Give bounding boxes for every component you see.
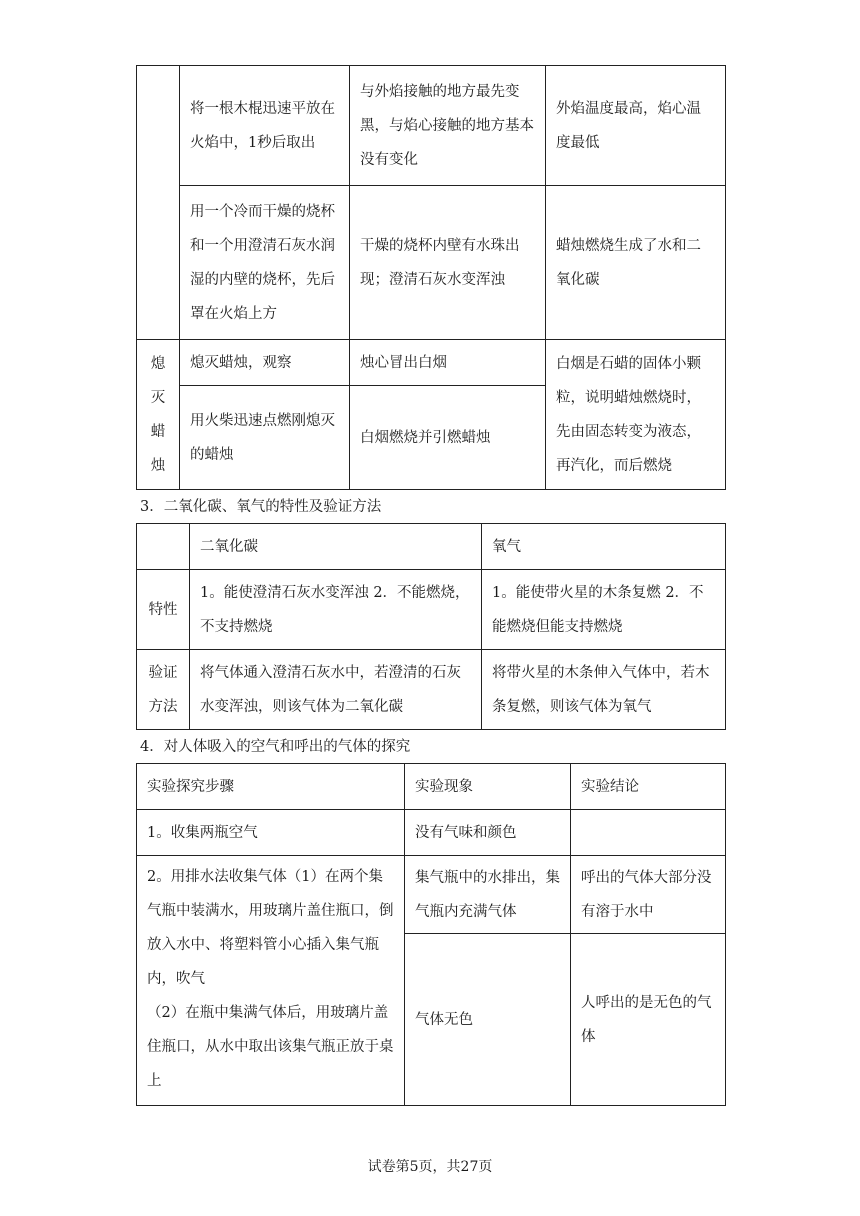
phenomenon-cell: 烛心冒出白烟: [350, 340, 546, 386]
header-cell: 二氧化碳: [190, 524, 482, 570]
co2-o2-table: [136, 523, 726, 730]
step-part-1: 2。用排水法收集气体（1）在两个集气瓶中装满水，用玻璃片盖住瓶口，倒放入水中、将塑料管小心插入集气瓶内，吹气: [147, 869, 394, 987]
label-char: 灭: [150, 389, 166, 406]
co2-cell: 1。能使澄清石灰水变浑浊 2．不能燃烧，不支持燃烧: [190, 570, 482, 650]
header-cell: 实验结论: [571, 764, 726, 810]
header-cell: 实验探究步骤: [137, 764, 405, 810]
page-footer: 试卷第5页，共27页: [367, 1159, 493, 1175]
co2-cell: 将气体通入澄清石灰水中，若澄清的石灰水变浑浊，则该气体为二氧化碳: [190, 650, 482, 730]
candle-experiment-table: [136, 65, 726, 490]
breath-experiment-table: [136, 763, 726, 1106]
o2-cell: 将带火星的木条伸入气体中，若木条复燃，则该气体为氧气: [482, 650, 726, 730]
phenomenon-cell: 没有气味和颜色: [405, 810, 571, 856]
empty-label-cell: [137, 66, 180, 340]
section-3-title: 3．二氧化碳、氧气的特性及验证方法: [140, 499, 382, 515]
conclusion-cell: 人呼出的是无色的气体: [571, 934, 726, 1106]
phenomenon-cell: 白烟燃烧并引燃蜡烛: [350, 386, 546, 490]
step-cell: 用一个冷而干燥的烧杯和一个用澄清石灰水润湿的内壁的烧杯，先后罩在火焰上方: [180, 186, 350, 340]
header-cell: [137, 524, 190, 570]
step-cell: 1。收集两瓶空气: [137, 810, 405, 856]
step-part-2: （2）在瓶中集满气体后，用玻璃片盖住瓶口，从水中取出该集气瓶正放于桌上: [147, 1005, 394, 1089]
section-4-title: 4．对人体吸入的空气和呼出的气体的探究: [140, 739, 411, 755]
label-char: 烛: [150, 457, 166, 474]
extinguish-candle-label: [137, 340, 180, 490]
label-char: 熄: [150, 355, 166, 372]
conclusion-cell: 呼出的气体大部分没有溶于水中: [571, 856, 726, 934]
conclusion-cell: 外焰温度最高，焰心温度最低: [546, 66, 726, 186]
conclusion-cell: 白烟是石蜡的固体小颗粒，说明蜡烛燃烧时，先由固态转变为液态，再汽化，而后燃烧: [546, 340, 726, 490]
step-cell: [137, 856, 405, 1106]
step-cell: 将一根木棍迅速平放在火焰中，1秒后取出: [180, 66, 350, 186]
step-cell: 熄灭蜡烛，观察: [180, 340, 350, 386]
header-cell: 氧气: [482, 524, 726, 570]
row-label: 验证方法: [137, 650, 190, 730]
step-cell: 用火柴迅速点燃刚熄灭的蜡烛: [180, 386, 350, 490]
conclusion-cell: 蜡烛燃烧生成了水和二氧化碳: [546, 186, 726, 340]
phenomenon-cell: 气体无色: [405, 934, 571, 1106]
header-cell: 实验现象: [405, 764, 571, 810]
row-label: 特性: [137, 570, 190, 650]
phenomenon-cell: 与外焰接触的地方最先变黑，与焰心接触的地方基本没有变化: [350, 66, 546, 186]
phenomenon-cell: 集气瓶中的水排出，集气瓶内充满气体: [405, 856, 571, 934]
label-char: 蜡: [150, 423, 166, 440]
conclusion-cell: [571, 810, 726, 856]
phenomenon-cell: 干燥的烧杯内壁有水珠出现；澄清石灰水变浑浊: [350, 186, 546, 340]
o2-cell: 1。能使带火星的木条复燃 2．不能燃烧但能支持燃烧: [482, 570, 726, 650]
